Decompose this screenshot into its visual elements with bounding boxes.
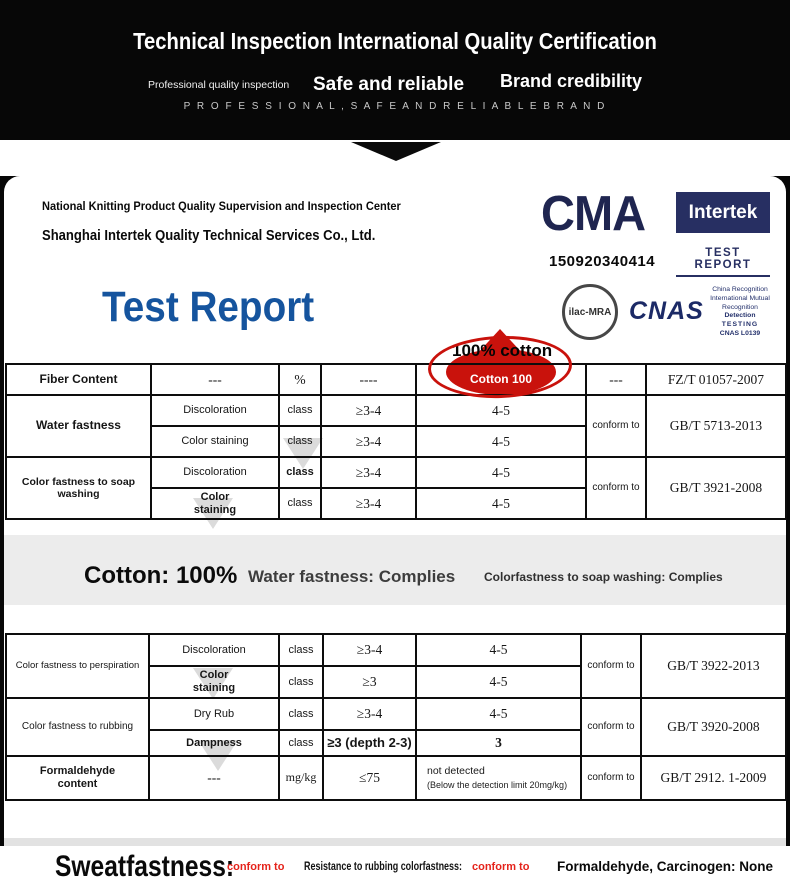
test-table-2 bbox=[5, 633, 787, 801]
cnas-line: China Recognition bbox=[712, 286, 768, 293]
banner-subtitle: P R O F E S S I O N A L , S A F E A N D R E L I A B L E B R A N D bbox=[183, 101, 607, 112]
cnas-line: CNAS L0139 bbox=[719, 330, 761, 338]
table-cell: class bbox=[279, 395, 321, 426]
table-cell: class bbox=[279, 666, 323, 698]
table-cell: 4-5 bbox=[416, 426, 586, 457]
table-row bbox=[6, 364, 786, 395]
cnas-line: International Mutual bbox=[710, 294, 770, 302]
table-cell: GB/T 5713-2013 bbox=[646, 395, 786, 457]
table-cell: conform to bbox=[586, 395, 646, 457]
table-cell: 4-5 bbox=[416, 488, 586, 519]
footer-rubbing: Resistance to rubbing colorfastness: bbox=[304, 861, 463, 873]
summary-water-fastness: Water fastness: Complies bbox=[248, 567, 456, 586]
result-line: not detected bbox=[427, 765, 485, 778]
table-cell: Color staining bbox=[149, 666, 279, 698]
down-arrow-icon bbox=[351, 142, 441, 161]
banner bbox=[0, 0, 790, 140]
banner-title: Technical Inspection International Quality Certification bbox=[133, 28, 657, 54]
card-bottom-strip bbox=[4, 838, 786, 846]
org-line-1: National Knitting Product Quality Supervision and Inspection Center bbox=[42, 199, 401, 213]
table-cell: ≥3 (depth 2-3) bbox=[323, 730, 416, 756]
table-cell: mg/kg bbox=[279, 756, 323, 800]
table-cell: 4-5 bbox=[416, 634, 581, 666]
table-cell: % bbox=[279, 364, 321, 395]
table-cell: Formaldehyde content bbox=[6, 756, 149, 800]
cotton-callout: 100% cotton bbox=[452, 341, 553, 360]
table-cell: Color fastness to soap washing bbox=[6, 457, 151, 519]
table-cell bbox=[416, 756, 581, 800]
table-cell: ≥3-4 bbox=[321, 488, 416, 519]
report-title: Test Report bbox=[102, 283, 315, 331]
table-cell: Color staining bbox=[151, 426, 279, 457]
result-note: (Below the detection limit 20mg/kg) bbox=[427, 780, 568, 791]
summary-soap-washing: Colorfastness to soap washing: Complies bbox=[484, 570, 723, 584]
cnas-logo: CNAS bbox=[629, 297, 704, 325]
table-cell: --- bbox=[586, 364, 646, 395]
table-cell: Discoloration bbox=[149, 634, 279, 666]
table-cell: Fiber Content bbox=[6, 364, 151, 395]
table-cell: 3 bbox=[416, 730, 581, 756]
table-row bbox=[6, 634, 786, 666]
table-cell: 4-5 bbox=[416, 395, 586, 426]
table-cell: Dampness bbox=[149, 730, 279, 756]
table-cell: --- bbox=[149, 756, 279, 800]
table-cell: conform to bbox=[581, 698, 641, 756]
cnas-line: Detection bbox=[724, 312, 756, 320]
banner-tagline-left: Professional quality inspection bbox=[148, 79, 290, 91]
table-cell: Discoloration bbox=[151, 457, 279, 488]
summary-cotton: Cotton: 100% bbox=[84, 562, 238, 589]
table-cell: class bbox=[279, 426, 321, 457]
table-cell: Cotton 100 bbox=[416, 364, 586, 395]
table-cell: Color staining bbox=[151, 488, 279, 519]
test-table-1 bbox=[5, 363, 787, 520]
banner-tagline-right: Brand credibility bbox=[500, 71, 643, 91]
table-cell: 4-5 bbox=[416, 666, 581, 698]
cma-number: 150920340414 bbox=[549, 253, 656, 270]
ilac-mra-logo-icon: ilac-MRA bbox=[562, 284, 618, 340]
table-cell: Color fastness to rubbing bbox=[6, 698, 149, 756]
table-row bbox=[6, 457, 786, 488]
footer-conform-2: conform to bbox=[472, 861, 530, 873]
table-cell: class bbox=[279, 488, 321, 519]
intertek-logo: Intertek bbox=[676, 192, 770, 233]
table-row bbox=[6, 395, 786, 426]
table-cell: GB/T 3922-2013 bbox=[641, 634, 786, 698]
table-cell: ≥3-4 bbox=[323, 698, 416, 730]
table-cell: conform to bbox=[581, 756, 641, 800]
table-row bbox=[6, 756, 786, 800]
table-cell: FZ/T 01057-2007 bbox=[646, 364, 786, 395]
table-cell: GB/T 3921-2008 bbox=[646, 457, 786, 519]
table-cell: ≤75 bbox=[323, 756, 416, 800]
org-line-2: Shanghai Intertek Quality Technical Services Co., Ltd. bbox=[42, 228, 376, 244]
cnas-accreditation-text bbox=[705, 286, 775, 339]
table-row bbox=[6, 698, 786, 730]
table-cell: Water fastness bbox=[6, 395, 151, 457]
table-cell: ---- bbox=[321, 364, 416, 395]
table-cell: class bbox=[279, 457, 321, 488]
table-cell: class bbox=[279, 698, 323, 730]
table-cell: ≥3-4 bbox=[321, 426, 416, 457]
table-cell: ≥3 bbox=[323, 666, 416, 698]
table-cell: ≥3-4 bbox=[321, 395, 416, 426]
cnas-line: TESTING bbox=[721, 321, 759, 329]
table-cell: conform to bbox=[581, 634, 641, 698]
intertek-test-report-label: TEST REPORT bbox=[676, 247, 770, 277]
table-cell: ≥3-4 bbox=[323, 634, 416, 666]
table-cell: Dry Rub bbox=[149, 698, 279, 730]
footer-conform-1: conform to bbox=[227, 861, 285, 873]
table-cell: conform to bbox=[586, 457, 646, 519]
table-cell: Color fastness to perspiration bbox=[6, 634, 149, 698]
table-cell: 4-5 bbox=[416, 698, 581, 730]
table-cell: Discoloration bbox=[151, 395, 279, 426]
table-cell: class bbox=[279, 730, 323, 756]
footer-formaldehyde: Formaldehyde, Carcinogen: None bbox=[557, 859, 774, 874]
table-cell: 4-5 bbox=[416, 457, 586, 488]
footer-sweatfastness: Sweatfastness: bbox=[55, 850, 235, 882]
table-cell: ≥3-4 bbox=[321, 457, 416, 488]
banner-tagline-center: Safe and reliable bbox=[313, 74, 465, 95]
table-cell: GB/T 2912. 1-2009 bbox=[641, 756, 786, 800]
cma-logo: CMA bbox=[541, 185, 646, 241]
cnas-line: Recognition bbox=[722, 303, 758, 311]
table-cell: class bbox=[279, 634, 323, 666]
table-cell: GB/T 3920-2008 bbox=[641, 698, 786, 756]
table-cell: --- bbox=[151, 364, 279, 395]
